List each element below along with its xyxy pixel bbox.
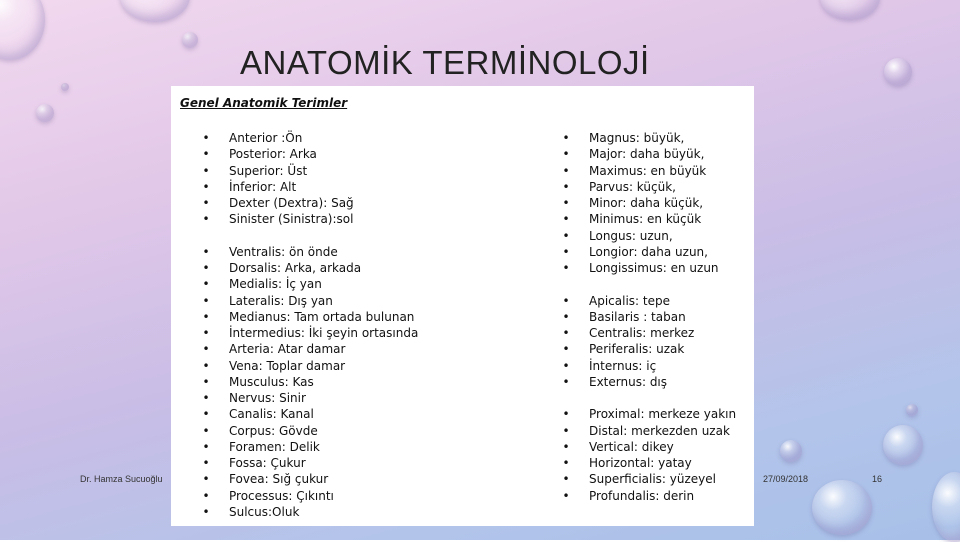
term-list-item [561,309,736,325]
water-drop-decoration [812,480,872,535]
water-drop-decoration [780,440,802,462]
term-text: Dorsalis: Arka, arkada [229,261,362,275]
bullet-icon: • [202,244,210,259]
bullet-icon: • [202,261,210,275]
bullet-icon: • [202,212,210,227]
term-list-item [561,179,736,195]
bullet-icon: • [562,439,570,454]
bullet-icon: • [202,163,210,178]
term-text: İnferior: Alt [229,179,297,194]
bullet-icon: • [202,147,210,162]
slide-title: ANATOMİK TERMİNOLOJİ [240,44,650,81]
bullet-icon: • [562,342,570,357]
bullet-icon: • [202,309,210,324]
term-list-item [561,130,736,146]
bullet-icon: • [562,358,570,373]
bullet-icon: • [562,261,570,275]
term-list-item [201,406,418,422]
term-text: Periferalis: uzak [589,342,685,357]
term-list-item [561,325,736,341]
term-list-item [561,488,736,504]
term-text: Sinister (Sinistra):sol [229,212,354,227]
term-text: Minimus: en küçük [589,212,702,227]
term-list-item [561,195,736,211]
bullet-icon: • [202,342,210,357]
term-list-item [201,390,418,406]
term-text: Lateralis: Dış yan [229,293,333,308]
bullet-icon: • [562,488,570,503]
footer-author: Dr. Hamza Sucuoğlu [80,474,163,484]
footer-date: 27/09/2018 [763,474,809,484]
bullet-icon: • [562,212,570,227]
term-text: Corpus: Gövde [229,423,318,438]
term-list-item [561,455,736,471]
term-text: Horizontal: yatay [589,456,692,470]
bullet-icon: • [202,407,210,422]
bullet-icon: • [562,196,570,210]
panel-heading: Genel Anatomik Terimler [180,96,348,110]
term-text: Anterior :Ön [229,131,303,145]
water-drop-decoration [883,425,923,465]
term-text: Fovea: Sığ çukur [229,472,329,487]
term-list-item [561,146,736,162]
bullet-icon: • [202,423,210,438]
list-spacer [561,390,736,406]
term-text: Superficialis: yüzeyel [589,472,716,487]
term-text: İnternus: iç [589,358,657,373]
term-text: Vertical: dikey [589,439,674,454]
term-list-item [561,163,736,179]
water-drop-decoration [0,0,45,60]
term-text: Arteria: Atar damar [229,342,346,357]
terms-image-panel [171,86,754,526]
term-list-item [201,309,418,325]
bullet-icon: • [562,309,570,324]
bullet-icon: • [562,244,570,259]
term-text: Proximal: merkeze yakın [589,407,737,422]
term-text: Longior: daha uzun, [589,244,708,259]
term-text: Musculus: Kas [229,374,314,389]
bullet-icon: • [202,131,210,145]
term-list-item [201,260,418,276]
bullet-icon: • [202,504,210,519]
bullet-icon: • [562,293,570,308]
term-text: Sulcus:Oluk [229,504,300,519]
bullet-icon: • [202,326,210,340]
bullet-icon: • [202,374,210,389]
left-terms-list [201,130,418,520]
term-list-item [201,358,418,374]
term-list-item [561,341,736,357]
term-text: Medianus: Tam ortada bulunan [229,309,415,324]
term-list-item [201,163,418,179]
term-list-item [201,276,418,292]
bullet-icon: • [202,179,210,194]
term-list-item [561,471,736,487]
term-text: Superior: Üst [229,163,308,178]
term-list-item [561,293,736,309]
bullet-icon: • [562,326,570,340]
term-text: Nervus: Sinir [229,391,306,405]
term-list-item [201,504,418,520]
term-list-item [201,293,418,309]
term-list-item [561,374,736,390]
term-text: Distal: merkezden uzak [589,423,730,438]
term-text: Processus: Çıkıntı [229,488,334,503]
water-drop-decoration [884,58,912,86]
term-list-item [201,179,418,195]
term-text: Major: daha büyük, [589,147,705,162]
term-list-item [561,244,736,260]
term-text: Longus: uzun, [589,228,673,243]
term-list-item [201,374,418,390]
bullet-icon: • [202,196,210,210]
term-list-item [561,358,736,374]
water-drop-decoration [182,32,198,48]
term-list-item [201,341,418,357]
term-text: Minor: daha küçük, [589,196,704,210]
term-text: Vena: Toplar damar [229,358,346,373]
bullet-icon: • [562,179,570,194]
term-list-item [201,244,418,260]
term-text: Medialis: İç yan [229,277,322,292]
term-list-item [561,211,736,227]
term-list-item [561,260,736,276]
bullet-icon: • [202,358,210,373]
bullet-icon: • [202,439,210,454]
term-list-item [201,439,418,455]
bullet-icon: • [562,423,570,438]
water-drop-decoration [820,0,880,20]
water-drop-decoration [906,404,918,416]
list-spacer [201,228,418,244]
term-list-item [201,423,418,439]
term-list-item [201,195,418,211]
term-list-item [201,488,418,504]
term-list-item [201,325,418,341]
term-text: Posterior: Arka [229,147,317,162]
term-text: Foramen: Delik [229,439,320,454]
slide-number: 16 [872,474,883,484]
term-list-item [201,211,418,227]
term-text: Basilaris : taban [589,309,686,324]
term-list-item [561,439,736,455]
term-list-item [561,406,736,422]
bullet-icon: • [202,277,210,292]
term-text: Apicalis: tepe [589,293,670,308]
term-list-item [201,455,418,471]
bullet-icon: • [202,488,210,503]
bullet-icon: • [202,293,210,308]
term-text: Centralis: merkez [589,326,695,340]
term-text: Fossa: Çukur [229,456,306,470]
water-drop-decoration [61,83,69,91]
term-list-item [201,146,418,162]
bullet-icon: • [562,407,570,422]
water-drop-decoration [36,104,54,122]
bullet-icon: • [202,472,210,487]
bullet-icon: • [562,456,570,470]
term-text: Dexter (Dextra): Sağ [229,196,354,210]
term-list-item [561,423,736,439]
term-text: Magnus: büyük, [589,131,685,145]
term-text: İntermedius: İki şeyin ortasında [229,326,419,340]
right-terms-list [561,130,736,504]
bullet-icon: • [562,147,570,162]
bullet-icon: • [562,374,570,389]
bullet-icon: • [562,131,570,145]
term-list-item [561,228,736,244]
term-text: Maximus: en büyük [589,163,707,178]
bullet-icon: • [562,228,570,243]
term-text: Canalis: Kanal [229,407,314,422]
water-drop-decoration [120,0,190,22]
list-spacer [561,276,736,292]
term-text: Longissimus: en uzun [589,261,719,275]
bullet-icon: • [562,472,570,487]
term-list-item [201,471,418,487]
water-drop-decoration [932,472,960,542]
term-text: Profundalis: derin [589,488,695,503]
term-text: Externus: dış [589,374,668,389]
term-text: Parvus: küçük, [589,179,676,194]
bullet-icon: • [202,391,210,405]
term-text: Ventralis: ön önde [229,244,338,259]
bullet-icon: • [562,163,570,178]
bullet-icon: • [202,456,210,470]
term-list-item [201,130,418,146]
